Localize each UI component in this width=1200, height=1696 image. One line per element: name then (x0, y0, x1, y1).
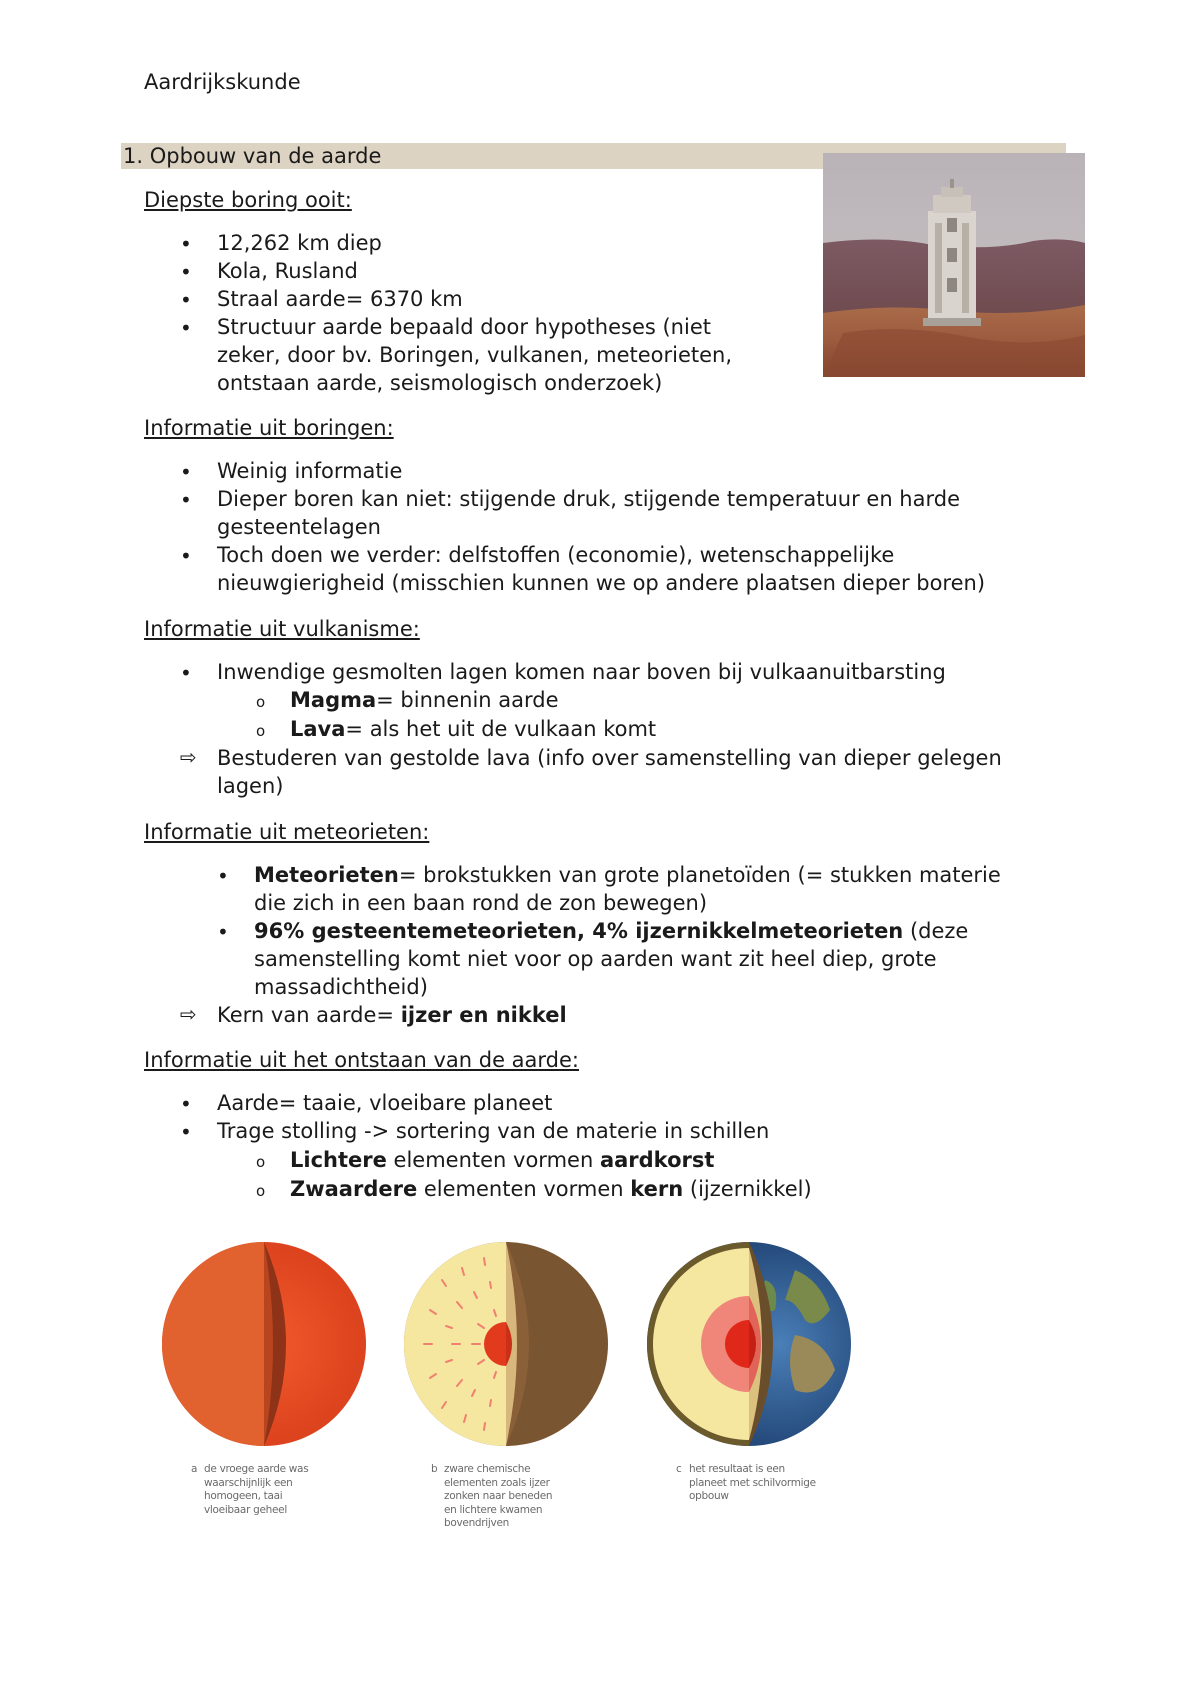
bullet-icon: • (180, 544, 192, 568)
list-item-continuation: samenstelling komt niet voor op aarden want zit heel diep, grote (254, 947, 937, 971)
subheading-diepste-boring: Diepste boring ooit: (144, 188, 352, 212)
bullet-icon: • (180, 661, 192, 685)
list-item: Aarde= taaie, vloeibare planeet (217, 1091, 553, 1115)
subheading-ontstaan: Informatie uit het ontstaan van de aarde: (144, 1048, 580, 1072)
bullet-icon: • (180, 232, 192, 256)
list-item-continuation: die zich in een baan rond de zon bewegen) (254, 891, 708, 915)
bullet-icon: • (180, 460, 192, 484)
sub-list-item: Lava= als het uit de vulkaan komt (290, 717, 657, 741)
circle-bullet-icon: o (256, 693, 266, 711)
subheading-boringen: Informatie uit boringen: (144, 416, 394, 440)
list-item: Inwendige gesmolten lagen komen naar boven bij vulkaanuitbarsting (217, 660, 946, 684)
list-item-continuation: massadichtheid) (254, 975, 428, 999)
subheading-meteorieten: Informatie uit meteorieten: (144, 820, 430, 844)
arrow-list-item: Bestuderen van gestolde lava (info over samenstelling van dieper gelegen (217, 746, 1002, 770)
document-header: Aardrijkskunde (144, 70, 301, 94)
subheading-vulkanisme: Informatie uit vulkanisme: (144, 617, 420, 641)
list-item: Structuur aarde bepaald door hypotheses (niet (217, 315, 711, 339)
list-item-continuation: zeker, door bv. Boringen, vulkanen, meteorieten, (217, 343, 733, 367)
list-item: Meteorieten= brokstukken van grote planetoïden (= stukken materie (254, 863, 1001, 887)
circle-bullet-icon: o (256, 1153, 266, 1171)
list-item: Trage stolling -> sortering van de materie in schillen (217, 1119, 770, 1143)
sub-list-item: Magma= binnenin aarde (290, 688, 559, 712)
list-item: Straal aarde= 6370 km (217, 287, 463, 311)
section-title-bar: 1. Opbouw van de aarde (121, 143, 1066, 169)
arrow-list-item: Kern van aarde= ijzer en nikkel (217, 1003, 567, 1027)
bullet-icon: • (180, 316, 192, 340)
earth-layered-illustration (645, 1240, 853, 1448)
list-item-continuation: lagen) (217, 774, 284, 798)
earth-homogeneous-illustration (160, 1240, 368, 1448)
list-item: Kola, Rusland (217, 259, 358, 283)
caption-letter: a (191, 1463, 198, 1475)
list-item: Weinig informatie (217, 459, 403, 483)
circle-bullet-icon: o (256, 1182, 266, 1200)
arrow-bullet-icon: ⇨ (180, 745, 197, 769)
bullet-icon: • (180, 1092, 192, 1116)
list-item-continuation: ontstaan aarde, seismologisch onderzoek) (217, 371, 663, 395)
sub-list-item: Zwaardere elementen vormen kern (ijzernikkel) (290, 1177, 812, 1201)
list-item-continuation: nieuwgierigheid (misschien kunnen we op andere plaatsen dieper boren) (217, 571, 986, 595)
caption-letter: c (676, 1463, 682, 1475)
list-item: Toch doen we verder: delfstoffen (economie), wetenschappelijke (217, 543, 895, 567)
list-item: Dieper boren kan niet: stijgende druk, stijgende temperatuur en harde (217, 487, 960, 511)
bullet-icon: • (180, 488, 192, 512)
sub-list-item: Lichtere elementen vormen aardkorst (290, 1148, 715, 1172)
bullet-icon: • (217, 864, 229, 888)
bullet-icon: • (180, 288, 192, 312)
list-item-continuation: gesteentelagen (217, 515, 381, 539)
bullet-icon: • (180, 260, 192, 284)
arrow-bullet-icon: ⇨ (180, 1002, 197, 1026)
bullet-icon: • (217, 920, 229, 944)
kola-borehole-photo (823, 153, 1085, 377)
circle-bullet-icon: o (256, 722, 266, 740)
bullet-icon: • (180, 1120, 192, 1144)
caption-letter: b (431, 1463, 438, 1475)
list-item: 96% gesteentemeteorieten, 4% ijzernikkelmeteorieten (deze (254, 919, 969, 943)
list-item: 12,262 km diep (217, 231, 382, 255)
earth-differentiation-illustration (402, 1240, 610, 1448)
